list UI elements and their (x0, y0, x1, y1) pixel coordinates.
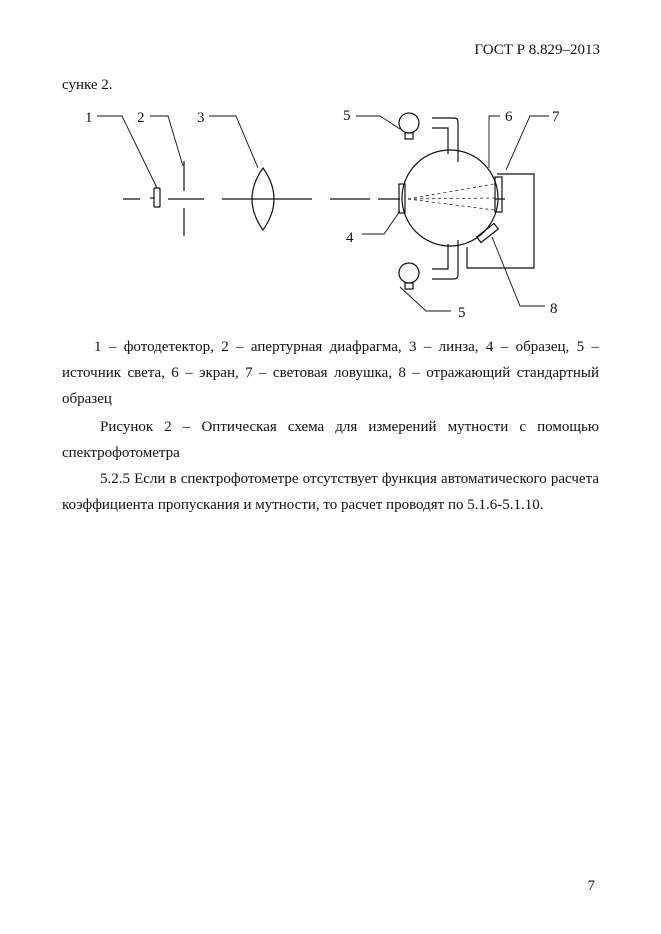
label-1: 1 (85, 110, 93, 126)
label-2: 2 (137, 110, 145, 126)
light-trap (467, 174, 534, 268)
light-source-top (399, 113, 419, 139)
source-tube-top (432, 118, 458, 162)
reflector (477, 223, 499, 242)
label-5-bottom: 5 (458, 305, 466, 321)
light-source-bottom (399, 263, 419, 289)
figure-caption: Рисунок 2 – Оптическая схема для измерений мутности с помощью спектрофотометра (62, 419, 599, 461)
photodetector (150, 188, 160, 207)
label-8: 8 (550, 301, 558, 317)
label-7: 7 (552, 109, 560, 125)
label-5-top: 5 (343, 108, 351, 124)
optical-scheme-diagram (0, 0, 661, 330)
screen (495, 177, 502, 212)
leader-lines (97, 116, 549, 311)
label-3: 3 (197, 110, 205, 126)
figure-legend: 1 – фотодетектор, 2 – апертурная диафрагма, 3 – линза, 4 – образец, 5 – источник света, 6 – экран, 7 – световая ловушка, 8 – отражающий стандартный образец (62, 339, 599, 407)
label-4: 4 (346, 230, 354, 246)
page-number: 7 (587, 878, 595, 894)
body-paragraph: 5.2.5 Если в спектрофотометре отсутствует функция автоматического расчета коэффициента пропускания и мутности, то расчет проводят по 5.1.6-5.1.10. (62, 471, 599, 513)
label-6: 6 (505, 109, 513, 125)
document-header: ГОСТ Р 8.829–2013 (474, 42, 600, 58)
scattered-beam (408, 184, 496, 210)
continued-text: сунке 2. (62, 77, 113, 93)
